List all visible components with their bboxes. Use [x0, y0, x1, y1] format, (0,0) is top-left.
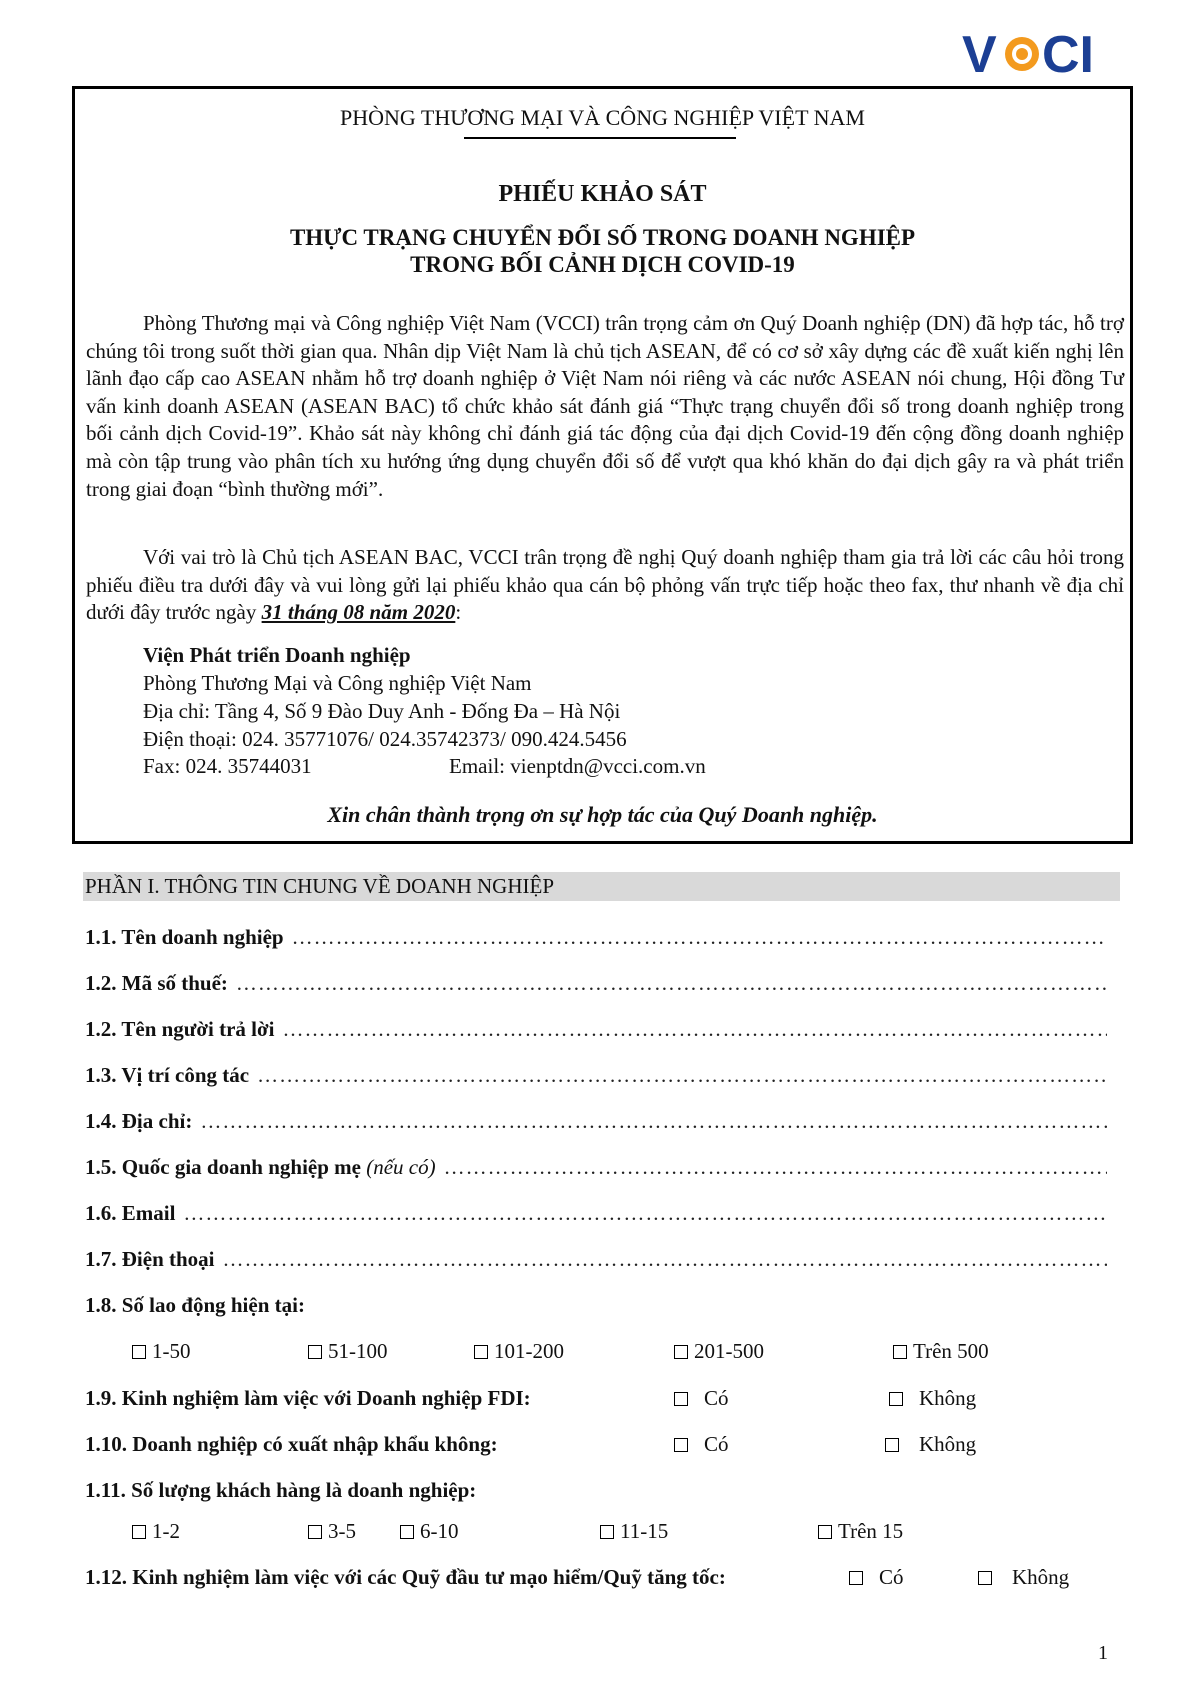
contact-fax: Fax: 024. 35744031 — [143, 754, 312, 778]
field-label: 1.3. Vị trí công tác — [85, 1063, 250, 1087]
contact-phone: Điện thoại: 024. 35771076/ 024.35742373/ 090.424.5456 — [143, 727, 627, 751]
question-1-9-label: 1.9. Kinh nghiệm làm việc với Doanh nghiệp FDI: — [85, 1386, 531, 1410]
option-fdi-no[interactable] — [889, 1386, 976, 1411]
question-1-12-label: 1.12. Kinh nghiệm làm việc với các Quỹ đầu tư mạo hiểm/Quỹ tăng tốc: — [85, 1565, 726, 1589]
field-hint: (nếu có) — [366, 1155, 436, 1179]
contact-org: Viện Phát triển Doanh nghiệp — [143, 643, 411, 667]
option-101-200[interactable] — [474, 1339, 564, 1364]
intro-box — [72, 86, 1133, 844]
checkbox[interactable] — [600, 1525, 614, 1539]
fill-in-line[interactable] — [236, 971, 1107, 996]
fill-in-line[interactable] — [183, 1201, 1107, 1226]
checkbox[interactable] — [308, 1525, 322, 1539]
field-parent-country[interactable] — [85, 1155, 1107, 1185]
option-label: Không — [1012, 1565, 1070, 1589]
option-export-no[interactable] — [885, 1432, 976, 1457]
fill-in-line[interactable] — [292, 925, 1107, 950]
field-phone[interactable] — [85, 1247, 1107, 1277]
deadline-date: 31 tháng 08 năm 2020 — [261, 600, 456, 625]
field-label: 1.2. Mã số thuế: — [85, 971, 228, 995]
vcci-logo — [962, 26, 1122, 78]
option-label: Không — [919, 1432, 977, 1456]
checkbox[interactable] — [132, 1345, 146, 1359]
checkbox[interactable] — [818, 1525, 832, 1539]
option-fdi-yes[interactable] — [674, 1386, 729, 1411]
option-label: 101-200 — [494, 1339, 564, 1363]
option-label: Trên 500 — [913, 1339, 989, 1363]
chamber-underline — [464, 137, 736, 139]
contact-fax-email — [143, 754, 706, 779]
option-label: 6-10 — [420, 1519, 459, 1543]
option-over-15[interactable] — [818, 1519, 903, 1544]
option-3-5[interactable] — [308, 1519, 356, 1544]
thanks-note: Xin chân thành trọng ơn sự hợp tác của Quý Doanh nghiệp. — [327, 802, 878, 827]
fill-in-line[interactable] — [282, 1017, 1107, 1042]
checkbox[interactable] — [308, 1345, 322, 1359]
option-label: 3-5 — [328, 1519, 356, 1543]
field-label — [85, 1155, 436, 1180]
checkbox[interactable] — [674, 1392, 688, 1406]
intro-paragraph-1: Phòng Thương mại và Công nghiệp Việt Nam (VCCI) trân trọng cảm ơn Quý Doanh nghiệp (DN) đã hợp tác, hỗ trợ chúng tôi trong suốt thời gian qua. Nhân dịp Việt Nam là chủ tịch ASEAN, để có cơ sở xây dựng các đề xuất kiến nghị lên lãnh đạo cấp cao ASEAN nhằm hỗ trợ doanh nghiệp ở Việt Nam nói riêng và các nước ASEAN nói chung, Hội đồng Tư vấn kinh doanh ASEAN (ASEAN BAC) tổ chức khảo sát đánh giá “Thực trạng chuyển đổi số trong doanh nghiệp trong bối cảnh dịch Covid-19”. Khảo sát này không chỉ đánh giá tác động của đại dịch Covid-19 đến cộng đồng doanh nghiệp mà còn tập trung vào phân tích xu hướng ứng dụng chuyển đổi số để vượt qua khó khăn do đại dịch gây ra và phát triển trong giai đoạn “bình thường mới”. — [86, 311, 1124, 501]
option-label: Trên 15 — [838, 1519, 904, 1543]
checkbox[interactable] — [849, 1571, 863, 1585]
option-label: 201-500 — [694, 1339, 764, 1363]
question-1-10-label: 1.10. Doanh nghiệp có xuất nhập khẩu không: — [85, 1432, 498, 1456]
option-vc-no[interactable] — [978, 1565, 1069, 1590]
checkbox[interactable] — [978, 1571, 992, 1585]
option-label: Có — [704, 1432, 729, 1456]
checkbox[interactable] — [400, 1525, 414, 1539]
option-1-50[interactable] — [132, 1339, 191, 1364]
field-company-name[interactable] — [85, 925, 1107, 955]
fill-in-line[interactable] — [200, 1109, 1107, 1134]
fill-in-line[interactable] — [223, 1247, 1107, 1272]
page-number: 1 — [1098, 1642, 1108, 1664]
fill-in-line[interactable] — [257, 1063, 1107, 1088]
question-1-11-label: 1.11. Số lượng khách hàng là doanh nghiệp: — [85, 1478, 477, 1502]
option-label: 1-50 — [152, 1339, 191, 1363]
option-51-100[interactable] — [308, 1339, 388, 1364]
deadline-suffix: : — [455, 600, 462, 625]
option-6-10[interactable] — [400, 1519, 459, 1544]
option-label: Có — [704, 1386, 729, 1410]
option-label: 11-15 — [620, 1519, 669, 1543]
field-tax-code[interactable] — [85, 971, 1107, 1001]
fill-in-line[interactable] — [444, 1155, 1107, 1180]
field-email[interactable] — [85, 1201, 1107, 1231]
option-label: 51-100 — [328, 1339, 388, 1363]
field-respondent-name[interactable] — [85, 1017, 1107, 1047]
field-position[interactable] — [85, 1063, 1107, 1093]
option-201-500[interactable] — [674, 1339, 764, 1364]
option-export-yes[interactable] — [674, 1432, 729, 1457]
section-1-header: PHẦN I. THÔNG TIN CHUNG VỀ DOANH NGHIỆP — [83, 872, 1120, 901]
checkbox[interactable] — [132, 1525, 146, 1539]
checkbox[interactable] — [674, 1345, 688, 1359]
svg-text:V: V — [962, 26, 997, 78]
field-label-text: 1.5. Quốc gia doanh nghiệp mẹ — [85, 1155, 361, 1179]
checkbox[interactable] — [889, 1392, 903, 1406]
option-1-2[interactable] — [132, 1519, 180, 1544]
option-label: Có — [879, 1565, 904, 1589]
survey-subtitle-line1: THỰC TRẠNG CHUYỂN ĐỔI SỐ TRONG DOANH NGHIỆP — [289, 225, 916, 250]
field-label: 1.7. Điện thoại — [85, 1247, 215, 1271]
field-label: 1.2. Tên người trả lời — [85, 1017, 275, 1041]
field-label: 1.6. Email — [85, 1201, 176, 1225]
question-1-8-label: 1.8. Số lao động hiện tại: — [85, 1293, 305, 1317]
survey-title: PHIẾU KHẢO SÁT — [498, 181, 707, 207]
field-label: 1.1. Tên doanh nghiệp — [85, 925, 284, 949]
contact-email: Email: vienptdn@vcci.com.vn — [449, 754, 706, 778]
checkbox[interactable] — [674, 1438, 688, 1452]
intro-paragraph-2-text: Với vai trò là Chủ tịch ASEAN BAC, VCCI trân trọng đề nghị Quý doanh nghiệp tham gia trả lời các câu hỏi trong phiếu điều tra dưới đây và vui lòng gửi lại phiếu khảo qua cán bộ phỏng vấn trực tiếp hoặc theo fax, thư nhanh về địa chỉ dưới đây trước ngày — [86, 545, 1124, 625]
checkbox[interactable] — [885, 1438, 899, 1452]
checkbox[interactable] — [893, 1345, 907, 1359]
survey-subtitle-line2: TRONG BỐI CẢNH DỊCH COVID-19 — [410, 252, 795, 277]
chamber-name: PHÒNG THƯƠNG MẠI VÀ CÔNG NGHIỆP VIỆT NAM — [340, 105, 865, 130]
contact-chamber: Phòng Thương Mại và Công nghiệp Việt Nam — [143, 671, 532, 695]
field-label: 1.4. Địa chỉ: — [85, 1109, 193, 1133]
contact-address: Địa chỉ: Tầng 4, Số 9 Đào Duy Anh - Đống Đa – Hà Nội — [143, 699, 621, 723]
field-address[interactable] — [85, 1109, 1107, 1139]
option-over-500[interactable] — [893, 1339, 989, 1364]
option-11-15[interactable] — [600, 1519, 668, 1544]
checkbox[interactable] — [474, 1345, 488, 1359]
option-label: 1-2 — [152, 1519, 180, 1543]
svg-text:CI: CI — [1042, 26, 1094, 78]
intro-paragraph-2 — [86, 544, 1124, 627]
option-label: Không — [919, 1386, 977, 1410]
option-vc-yes[interactable] — [849, 1565, 904, 1590]
